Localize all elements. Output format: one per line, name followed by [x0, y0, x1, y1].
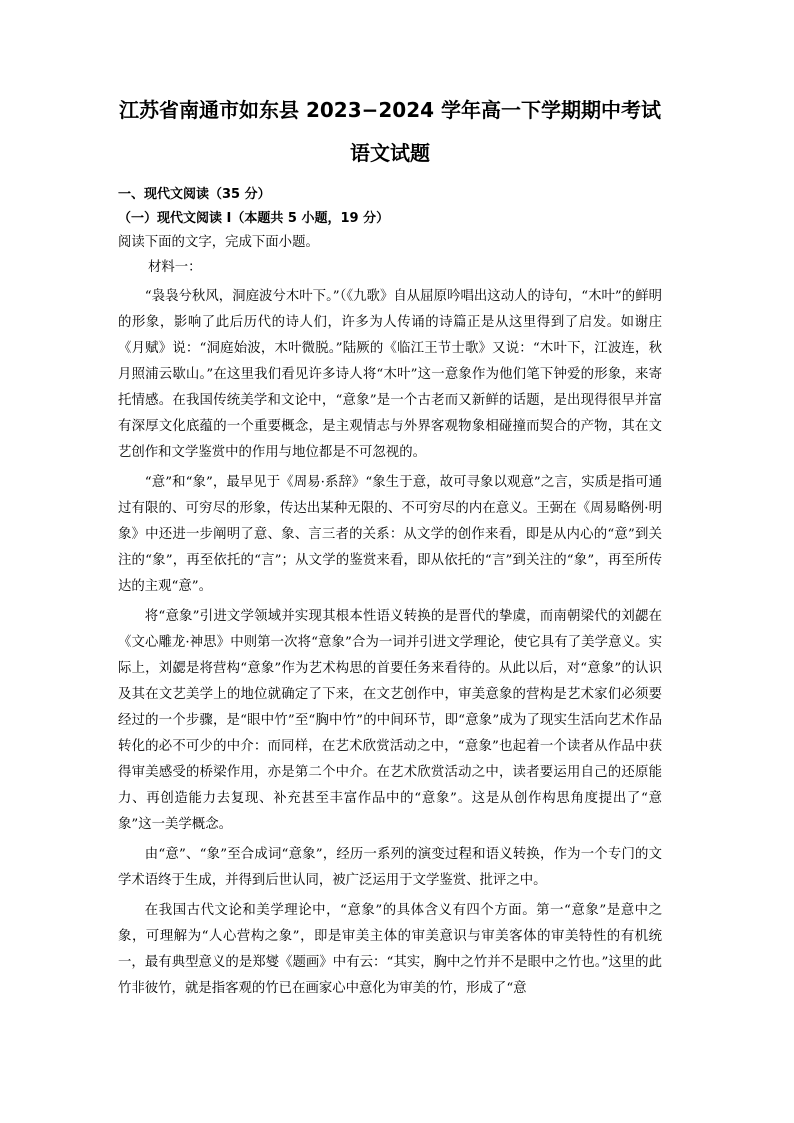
- exam-subtitle: 语文试题: [350, 141, 430, 165]
- section-heading: 一、现代文阅读（35 分）: [118, 187, 271, 202]
- passage-paragraph-4: 由“意”、“象”至合成词“意象”，经历一系列的演变过程和语义转换，作为一个专门的文学术语终于生成，并得到后世认同，被广泛运用于文学鉴赏、批评之中。: [118, 847, 662, 888]
- subsection-heading: （一）现代文阅读 I（本题共 5 小题，19 分）: [118, 211, 390, 226]
- passage-paragraph-1: “袅袅兮秋风，洞庭波兮木叶下。”（《九歌》自从屈原吟唱出这动人的诗句，“木叶”的鲜明的形象，影响了此后历代的诗人们，许多为人传诵的诗篇正是从这里得到了启发。如谢庄《月赋》说：“洞庭始波，木叶微脱。”陆厥的《临江王节士歌》又说：“木叶下，江波连，秋月照浦云歇山。”在这里我们看见许多诗人将“木叶”这一意象作为他们笔下钟爱的形象，来寄托情感。在我国传统美学和文论中，“意象”是一个古老而又新鲜的话题，是出现得很早并富有深厚文化底蕴的一个重要概念，是主观情志与外界客观物象相碰撞而契合的产物，其在文艺创作和文学鉴赏中的作用与地位都是不可忽视的。: [118, 289, 662, 460]
- passage-paragraph-5: 在我国古代文论和美学理论中，“意象”的具体含义有四个方面。第一“意象”是意中之象，可理解为“人心营构之象”，即是审美主体的审美意识与审美客体的审美特性的有机统一，最有典型意义的是郑燮《题画》中有云：“其实，胸中之竹并不是眼中之竹也。”这里的此竹非彼竹，就是指客观的竹已在画家心中意化为审美的竹，形成了“意: [118, 903, 662, 996]
- exam-title: 江苏省南通市如东县 2023−2024 学年高一下学期期中考试: [118, 98, 661, 122]
- passage-paragraph-3: 将“意象”引进文学领域并实现其根本性语义转换的是晋代的挚虞，而南朝梁代的刘勰在《文心雕龙·神思》中则第一次将“意象”合为一词并引进文学理论，使它具有了美学意义。实际上，刘勰是将营构“意象”作为艺术构思的首要任务来看待的。从此以后，对“意象”的认识及其在文艺美学上的地位就确定了下来，在文艺创作中，审美意象的营构是艺术家们必须要经过的一个步骤，是“眼中竹”至“胸中竹”的中间环节，即“意象”成为了现实生活向艺术作品转化的必不可少的中介：而同样，在艺术欣赏活动之中，“意象”也起着一个读者从作品中获得审美感受的桥梁作用，亦是第二个中介。在艺术欣赏活动之中，读者要运用自己的还原能力、再创造能力去复现、补充甚至丰富作品中的“意象”。这是从创作构思角度提出了“意象”这一美学概念。: [118, 609, 662, 832]
- passage-paragraph-2: “意”和“象”，最早见于《周易·系辞》“象生于意，故可寻象以观意”之言，实质是指可通过有限的、可穷尽的形象，传达出某种无限的、不可穷尽的内在意义。王弼在《周易略例·明象》中还进一步阐明了意、象、言三者的关系：从文学的创作来看，即是从内心的“意”到关注的“象”，再至依托的“言”；从文学的鉴赏来看，即从依托的“言”到关注的“象”，再至所传达的主观“意”。: [118, 475, 662, 594]
- reading-instruction: 阅读下面的文字，完成下面小题。: [118, 235, 319, 250]
- material-label: 材料一：: [148, 260, 202, 275]
